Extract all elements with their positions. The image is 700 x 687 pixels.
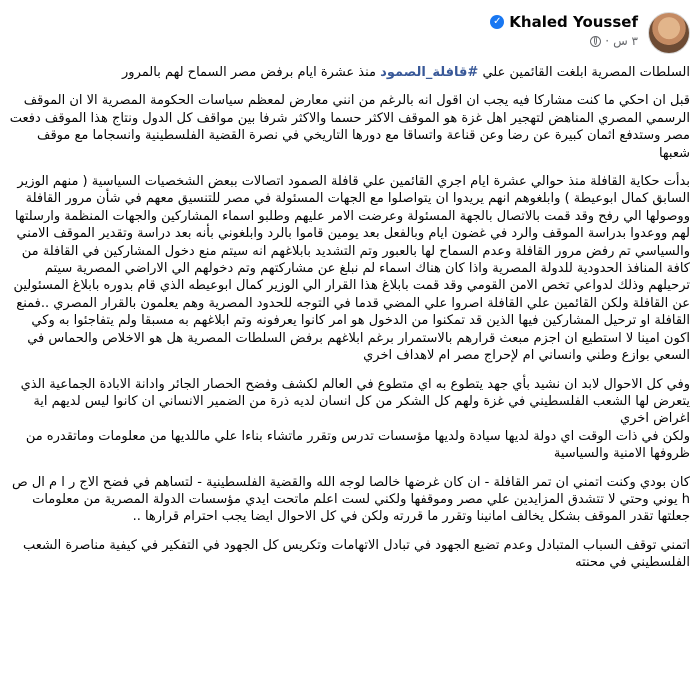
post-intro xyxy=(8,64,690,81)
intro-before: السلطات المصرية ابلغت القائمين علي xyxy=(478,65,690,80)
hashtag-link[interactable]: #قافلة_الصمود xyxy=(380,65,479,80)
avatar[interactable] xyxy=(648,12,690,54)
globe-icon[interactable] xyxy=(590,36,601,47)
post-time-row xyxy=(490,34,638,48)
author-row xyxy=(490,13,638,31)
verified-badge-icon: ✓ xyxy=(490,15,504,29)
separator-dot: · xyxy=(605,34,610,48)
author-name[interactable]: Khaled Youssef xyxy=(509,13,638,31)
paragraph-3: وفي كل الاحوال لابد ان نشيد بأي جهد يتطوع به اي متطوع في العالم لكشف وفضح الحصار الجائر وادانة الابادة الجماعية الذي يتعرض لها الشعب الفلسطيني في غزة ولهم كل الشكر من كل انسان لديه ذرة من الضمير الانساني ان كانوا ليس لديهم اية اغراض اخري ولكن في ذات الوقت اي دولة لديها سيادة ولديها مؤسسات تدرس وتقرر ماتشاء بناءا علي ماللديها من معلومات وماتقدره من ظروفها الامنية والسياسية xyxy=(20,376,690,462)
paragraph-2: بدأت حكاية القافلة منذ حوالي عشرة ايام اجري القائمين علي قافلة الصمود اتصالات ببعض الشخصيات السياسية ( منهم الوزير السابق كمال ابوعيطة ) وابلغوهم انهم يريدوا ان يتواصلوا مع الجهات المسئولة في مصر للتنسيق معهم في شأن مرور القافلة ووصولها الي رفح وقد قمت بالاتصال بالجهة المسئولة وعرضت الامر عليهم وطلبو اسماء المشاركين والجهات المنظمة وارسلتها لهم ووعدوا بدراسة الموقف والرد في غضون ايام وبالفعل بعد يومين قاموا بالرد وابلغوني بأنه بعد دراسة وتقدير الموقف الامني والسياسي تم رفض مرور القافلة وعدم السماح لها بالعبور وتم التشديد بابلاغهم انه سيتم منع دخول المشاركين في القافلة من كافة المنافذ الحدودية للدولة المصرية واذا كان هناك اسماء لم نبلغ عن مشاركتهم وتم دخولهم الي الاراضي المصرية سيتم ترحيلهم وذلك لدواعي تخص الامن القومي وقد قمت بابلاغ هذا القرار الي الوزير كمال ابوعيطه الذي قام بدوره بابلاغ المسئولين عن القافلة ولكن القائمين علي القافلة اصروا علي المضي قدما في التوجه للحدود المصرية وهم يعلمون بالقرار المصري ..فمنع القافلة او ترحيل المشاركين فيها الذين قد تمكنوا من الدخول هو امر كانوا يعرفونه وتم ابلاغهم به مسبقا ولم يتفاجئوا به وكي اكون امينا لا استطيع ان اجزم مبعث قرارهم بالاستمرار برغم ابلاغهم برفض السلطات المصرية هل هو الاخلاص والحماس في السعي بوازع وطني وانساني ام لإحراج مصر ام لاهداف اخري xyxy=(13,174,690,364)
paragraph-4: كان بودي وكنت اتمني ان تمر القافلة - ان كان غرضها خالصا لوجه الله والقضية الفلسطينية - لتساهم في فضح الاج ر ا م ال ص h يوني وحتي لا تتشدق المزايدين علي مصر وموقفها ولكني لست اعلم ماتحت ايدي مؤسسات الدولة المصرية من معلومات جعلتها تقدر الموقف بشكل يخالف امانينا وتقرر ما قررته ولكن في كل الاحوال ايضا يجب احترام قرارها .. xyxy=(12,474,690,525)
post-meta xyxy=(490,12,638,48)
post-time[interactable]: ٣ س xyxy=(613,34,638,48)
intro-after: منذ عشرة ايام برفض مصر السماح لهم بالمرور xyxy=(122,65,381,80)
paragraph-1: قبل ان احكي ما كنت مشاركا فيه يجب ان اقول انه بالرغم من انني معارض لمعظم سياسات الحكومة المصرية الا ان الموقف الرسمي المصري المناهض لتهجير اهل غزة هو الموقف الاكثر حسما والاكثر شرفا بين مواقف كل الدول ونتاج هذا الموقف دفعت مصر وستدفع اثمان كبيرة عن رضا وعن قناعة واتساقا مع دورها التاريخي في نصرة القضية الفلسطينية وانسجاما مع موقف شعبها xyxy=(9,93,690,161)
post-header xyxy=(490,12,690,54)
post-body xyxy=(8,64,690,583)
paragraph-5: اتمني توقف السباب المتبادل وعدم تضيع الجهود في تبادل الاتهامات وتكريس كل الجهود في التفكير في كيفية مناصرة الشعب الفلسطيني في محنته xyxy=(23,537,690,571)
